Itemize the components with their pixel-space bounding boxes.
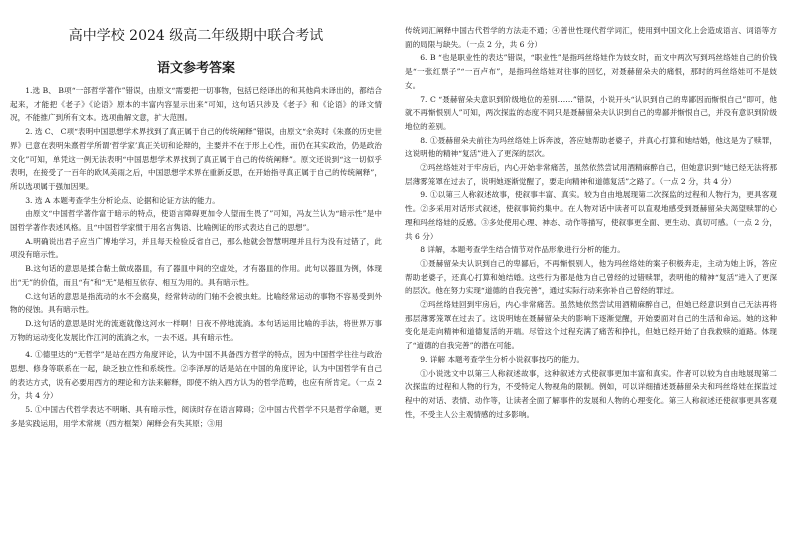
answer-8-explanation-1: ①聂赫留朵夫认识到自己的卑鄙后，不再惭恨别人，他为玛丝络娃的案子积极奔走，主动为她上诉，答应帮助老婆子，还真心打算和她结婚。这些行为都是他为自己曾经的过错赎罪，表明他的精神“复活”进入了更深的层次。他在努力实现“道德的自我完善”，通过实际行动来弥补自己曾经的罪过。 xyxy=(405,258,777,296)
answer-7: 7. C “聂赫留朵夫意识到阶级地位的差别……”错误，小说开头“认识到自己的卑鄙因而惭恨自己”即可，他就不再惭恨别人”可知，两次探监的态度不同只是聂赫留朵夫认识到自己的卑鄙并惭恨自己，并没有意识到阶级地位的差别。 xyxy=(405,94,777,131)
answer-5-continued: 传统词汇阐释中国古代哲学的方法走不通；④普世性现代哲学词汇，使用到中国文化上会造成语言、词语等方面的局限与缺失。（一点 2 分，共 6 分） xyxy=(405,26,777,49)
answer-3: 3. 选 A 本题考查学生分析论点、论据和论证方法的能力。 xyxy=(25,195,220,205)
answer-9-explanation-1: ①小说选文中以第三人称叙述故事，这种叙述方式使叙事更加丰富和真实。作者可以较为自由地展现第二次探监的过程和人物的行为，不受特定人物视角的限制。例如，可以详细描述聂赫留朵夫和玛丝络娃在探监过程中的对话、表情、动作等，让读者全面了解事件的发展和人物的心理变化。第三人称叙述还使叙事更具客观性，不受主人公主观情感的过多影响。 xyxy=(405,368,777,419)
answer-9: 9. ①以第三人称叙述故事，使叙事丰富、真实。较为自由地展现第二次探监的过程和人物行为，更具客观性。②多采用对话形式叙述，使叙事简约集中。在人物对话中读者可以直观地感受到聂赫留朵夫渴望赎罪的心理和玛丝络娃的反感。③多处使用心理、神态、动作等描写，使叙事更全面、更生动、真切可感。（一点 2 分，共 6 分） xyxy=(405,190,777,241)
answer-8-point-2: ②玛丝络娃对于牢房后，内心开始非常痛苦，虽然依然尝试用酒精麻醉自己，但她意识到“她已经无法将那层薄雾笼罩在过去了，说明她逐渐觉醒了，要走向精神和道德复活”之路了。（一点 2 分，共 4 分） xyxy=(405,163,777,186)
page-title: 高中学校 2024 级高二年级期中联合考试 xyxy=(68,28,324,44)
answer-3-option-a: A.明确说出君子应当广博地学习，并且每天检验反省自己，那么他就会智慧明理并且行为没有过错了，此项没有暗示性。 xyxy=(10,236,382,260)
answer-3-option-b: B.这句话的意思是揉合黏土做成器皿，有了器皿中间的空虚处，才有器皿的作用。此句以器皿为例，体现出“无”的价值，而且“有”和“无”是相互依存、相互为用的。具有暗示性。 xyxy=(10,264,382,287)
answer-1: 1.选 B、 B项“一部哲学著作”错误，由原文“需要把一切事物，包括已经译出的和其他尚未译出的，都结合起来，才能把《老子》《论语》原本的丰富内容显示出来”可知，这句话只涉及《老子》和《论语》的译文情况，不能推广到所有文本。选项曲解文意，扩大范围。 xyxy=(10,86,382,123)
answer-8-explanation-heading: 8 详解，本题考查学生结合情节对作品形象进行分析的能力。 xyxy=(420,245,625,255)
right-column xyxy=(405,0,777,560)
answer-3-option-d: D.这句话的意思是时光的流逝就像这河水一样啊！日夜不停地流淌。本句话运用比喻的手法，将世界万事万物的运动变化发展比作江河的流淌之水，一去不返。具有暗示性。 xyxy=(10,318,382,342)
answer-6: 6. B “也是职业性的表达”错误，“职业性”是指玛丝络娃作为妓女时，而文中两次写到玛丝络娃自己的价钱是“一张红票子”“一百卢布”，是指玛丝络娃对往事的回忆，对聂赫留朵夫的痛恨，那时的玛丝络娃可不是妓女。 xyxy=(405,53,777,90)
answer-5: 5. ①中国古代哲学表达不明晰、具有暗示性，阅读时存在语言障碍；②中国古代哲学不只是哲学命题，更多是实践运用，用学术常规（西方框架）阐释会有失其原；③用 xyxy=(10,405,382,428)
answer-9-explanation-heading: 9. 详解 本题考查学生分析小说叙事技巧的能力。 xyxy=(420,354,585,364)
answer-2: 2. 选 C、 C项“表明中国思想学术界找到了真正属于自己的传统阐释”错误，由原文“余英时《朱熹的历史世界》已意在表明朱熹哲学所谓‘哲学家’真正关切和论辩的，主要并不在于形上心性，而仍在其实政治，仍是政治文化”可知，单凭这一例无法表明“中国思想学术界找到了真正属于自己的传统阐释”。原文还说到“这一切似乎表明，在接受了一百年的欧风美雨之后，中国思想学术界在重新反思，在开始指寻真正属于自己的传统阐释”，所以选项属于强加因果。 xyxy=(10,127,382,191)
answer-3-analysis: 由原文“中国哲学著作富于暗示的特点，使语言障碍更加令人望而生畏了”可知，冯友兰认为“暗示性”是中国哲学著作表述风格。且“中国哲学家惯于用名言隽语、比喻例证的形式表达自己的思想”。 xyxy=(10,209,382,233)
answer-8-point-1: 8. ①聂赫留朵夫前往为玛丝络娃上诉奔波，答应她帮助老婆子，并真心打算和她结婚，他这是为了赎罪，这说明他的精神“复活”进入了更深的层次。 xyxy=(405,135,777,159)
answer-4: 4. ①德里达的“无哲学”是站在西方角度评论，认为中国不具备西方哲学的特点，因为中国哲学往往与政治思想、修身等联系在一起，缺乏独立性和系统性。②李泽厚的话是站在中国的角度评论，认为中国哲学有自己的表达方式，说有必要用西方的理论和方法来解释，即使不纳入西方认为的哲学范畴，也应有所肯定。（一点 2 分，共 4 分） xyxy=(10,350,382,401)
answer-key-heading: 语文参考答案 xyxy=(156,61,235,76)
answer-3-option-c: C.这句话的意思是指流动的水不会腐臭，经常转动的门轴不会被虫蛀。比喻经常运动的事物不容易受到外物的侵蚀。具有暗示性。 xyxy=(10,291,382,315)
left-column xyxy=(10,0,382,560)
answer-8-explanation-2: ②玛丝络娃回到牢房后，内心非常痛苦。虽然她依然尝试用酒精麻醉自己，但她已经意识到自己无法再将那层薄雾笼罩在过去了。这说明她在聂赫留朵夫的影响下逐渐觉醒，开始要面对自己的生活和命运。她的这种变化是走向精神和道德复活的开端。尽管这个过程充满了痛苦和挣扎，但她已经开始了自我救赎的道路。体现了“道德的自我完善”的潜在可能。 xyxy=(405,300,777,351)
